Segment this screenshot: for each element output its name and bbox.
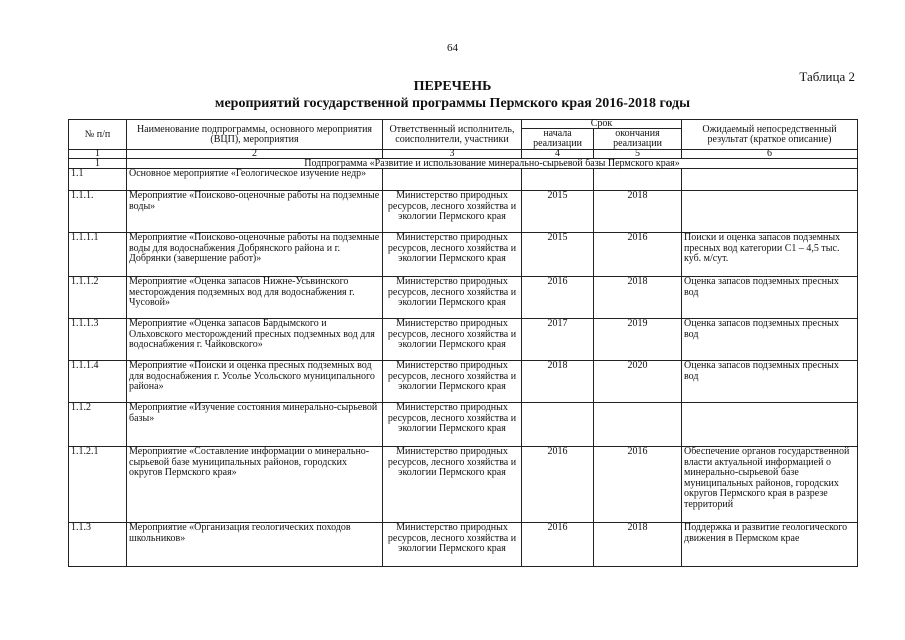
- row-result: [682, 169, 858, 191]
- row-end: 2018: [594, 277, 682, 319]
- row-result: Обеспечение органов государственной власти актуальной информацией о минерально-сырьевой базе муниципальных районов, городских округов Пермского края в разрезе территорий: [682, 447, 858, 523]
- row-num: 1.1.1.4: [69, 361, 127, 403]
- column-number: 2: [127, 150, 383, 159]
- table-row: [69, 403, 858, 447]
- subprogram-row: [69, 159, 858, 169]
- row-start: 2016: [522, 277, 594, 319]
- header-executor: Ответственный исполнитель, соисполнители, участники: [383, 120, 522, 150]
- row-executor: [383, 169, 522, 191]
- table-row: [69, 319, 858, 361]
- row-name: Мероприятие «Оценка запасов Бардымского и Ольховского месторождений пресных подземных вод для водоснабжения г. Чайковского»: [127, 319, 383, 361]
- row-num: 1.1.3: [69, 523, 127, 567]
- row-name: Мероприятие «Организация геологических походов школьников»: [127, 523, 383, 567]
- header-start: начала реализации: [522, 129, 594, 150]
- row-name: Мероприятие «Составление информации о минерально-сырьевой базе муниципальных районов, городских округов Пермского края»: [127, 447, 383, 523]
- subprogram-num: 1: [69, 159, 127, 169]
- header-end: окончания реализации: [594, 129, 682, 150]
- row-end: 2016: [594, 447, 682, 523]
- header-result: Ожидаемый непосредственный результат (краткое описание): [682, 120, 858, 150]
- row-result: [682, 191, 858, 233]
- document-title: ПЕРЕЧЕНЬ: [413, 79, 492, 94]
- table-row: [69, 191, 858, 233]
- row-start: 2015: [522, 191, 594, 233]
- row-name: Мероприятие «Поиски и оценка пресных подземных вод для водоснабжения г. Усолье Усольского муниципального района»: [127, 361, 383, 403]
- row-end: 2018: [594, 191, 682, 233]
- row-end: [594, 169, 682, 191]
- row-end: [594, 403, 682, 447]
- row-executor: Министерство природных ресурсов, лесного хозяйства и экологии Пермского края: [383, 277, 522, 319]
- row-end: 2018: [594, 523, 682, 567]
- column-number: 3: [383, 150, 522, 159]
- table-row: [69, 169, 858, 191]
- row-start: 2018: [522, 361, 594, 403]
- row-start: 2016: [522, 523, 594, 567]
- row-num: 1.1.1.: [69, 191, 127, 233]
- table-row: [69, 447, 858, 523]
- row-name: Мероприятие «Поисково-оценочные работы на подземные воды для водоснабжения Добрянского района и г. Добрянки (завершение работ)»: [127, 233, 383, 277]
- row-executor: Министерство природных ресурсов, лесного хозяйства и экологии Пермского края: [383, 523, 522, 567]
- row-result: Поддержка и развитие геологического движения в Пермском крае: [682, 523, 858, 567]
- row-start: [522, 403, 594, 447]
- column-number: 1: [69, 150, 127, 159]
- row-executor: Министерство природных ресурсов, лесного хозяйства и экологии Пермского края: [383, 191, 522, 233]
- row-start: 2016: [522, 447, 594, 523]
- row-end: 2016: [594, 233, 682, 277]
- subprogram-title: Подпрограмма «Развитие и использование минерально-сырьевой базы Пермского края»: [127, 159, 858, 169]
- row-name: Мероприятие «Оценка запасов Нижне-Усьвинского месторождения подземных вод для водоснабжения г. Чусовой»: [127, 277, 383, 319]
- table-row: [69, 233, 858, 277]
- row-end: 2019: [594, 319, 682, 361]
- column-number: 6: [682, 150, 858, 159]
- row-result: Оценка запасов подземных пресных вод: [682, 319, 858, 361]
- page-number: 64: [447, 42, 458, 54]
- header-name: Наименование подпрограммы, основного мероприятия (ВЦП), мероприятия: [127, 120, 383, 150]
- header-term: Срок: [522, 120, 682, 129]
- row-result: Поиски и оценка запасов подземных пресных вод категории С1 – 4,5 тыс. куб. м/сут.: [682, 233, 858, 277]
- row-end: 2020: [594, 361, 682, 403]
- row-executor: Министерство природных ресурсов, лесного хозяйства и экологии Пермского края: [383, 361, 522, 403]
- document-subtitle: мероприятий государственной программы Пермского края 2016-2018 годы: [214, 96, 691, 111]
- table-label: Таблица 2: [799, 69, 855, 84]
- row-num: 1.1.2.1: [69, 447, 127, 523]
- row-result: Оценка запасов подземных пресных вод: [682, 361, 858, 403]
- row-start: [522, 169, 594, 191]
- row-result: Оценка запасов подземных пресных вод: [682, 277, 858, 319]
- table-row: [69, 523, 858, 567]
- row-name: Основное мероприятие «Геологическое изучение недр»: [127, 169, 383, 191]
- row-name: Мероприятие «Изучение состояния минерально-сырьевой базы»: [127, 403, 383, 447]
- row-num: 1.1: [69, 169, 127, 191]
- table-row: [69, 277, 858, 319]
- column-number: 5: [594, 150, 682, 159]
- row-start: 2015: [522, 233, 594, 277]
- row-start: 2017: [522, 319, 594, 361]
- row-executor: Министерство природных ресурсов, лесного хозяйства и экологии Пермского края: [383, 447, 522, 523]
- row-num: 1.1.1.2: [69, 277, 127, 319]
- row-name: Мероприятие «Поисково-оценочные работы на подземные воды»: [127, 191, 383, 233]
- row-num: 1.1.1.3: [69, 319, 127, 361]
- row-executor: Министерство природных ресурсов, лесного хозяйства и экологии Пермского края: [383, 319, 522, 361]
- header-num: № п/п: [69, 120, 127, 150]
- row-num: 1.1.2: [69, 403, 127, 447]
- measures-table: [68, 119, 858, 567]
- row-executor: Министерство природных ресурсов, лесного хозяйства и экологии Пермского края: [383, 233, 522, 277]
- row-result: [682, 403, 858, 447]
- header-row: [69, 120, 858, 129]
- row-num: 1.1.1.1: [69, 233, 127, 277]
- column-number: 4: [522, 150, 594, 159]
- row-executor: Министерство природных ресурсов, лесного хозяйства и экологии Пермского края: [383, 403, 522, 447]
- table-row: [69, 361, 858, 403]
